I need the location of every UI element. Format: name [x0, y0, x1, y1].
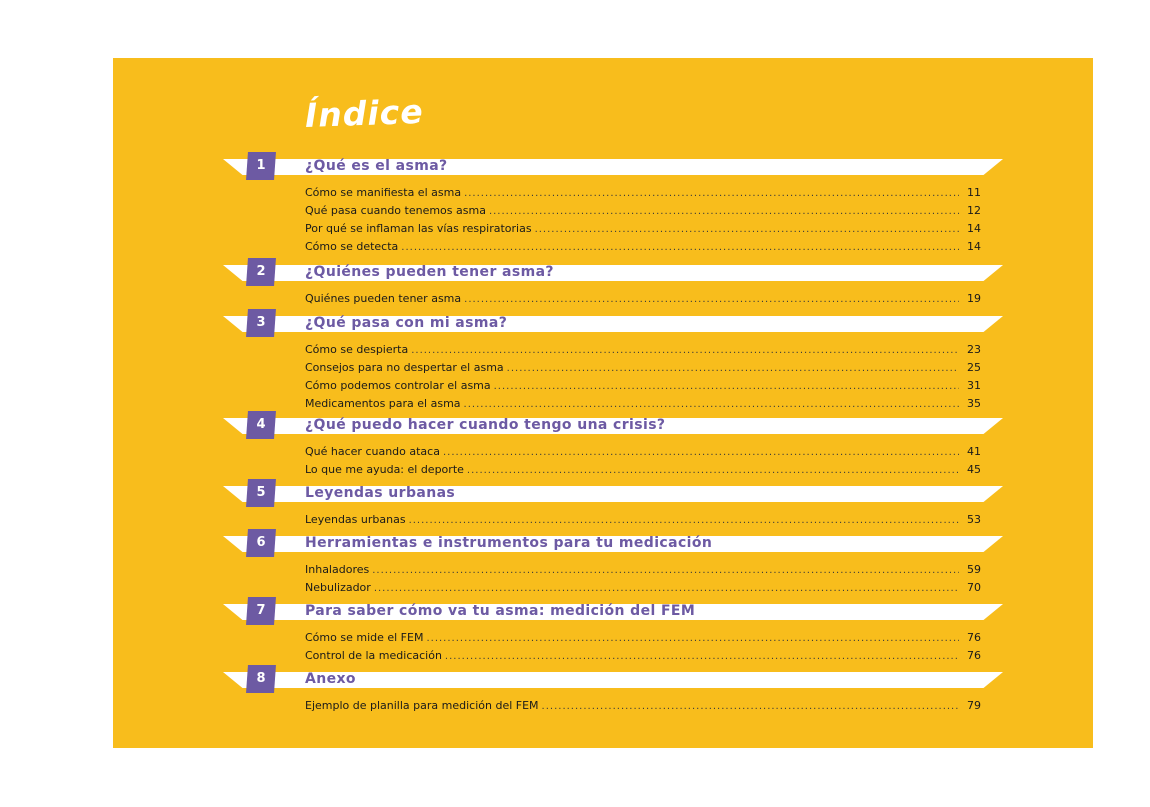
entry-page-number: 11 — [967, 186, 981, 199]
entry-page-number: 70 — [967, 581, 981, 594]
dot-leader — [489, 203, 959, 221]
dot-leader — [467, 462, 959, 480]
section-header — [113, 529, 1093, 557]
entry-list — [305, 511, 981, 529]
entry-label: Qué pasa cuando tenemos asma — [305, 204, 486, 217]
section-number: 3 — [256, 315, 266, 330]
section-title[interactable]: ¿Quiénes pueden tener asma? — [305, 264, 554, 280]
entry-page-number: 53 — [967, 513, 981, 526]
dot-leader — [372, 562, 959, 580]
dot-leader — [411, 342, 959, 360]
entry-label: Por qué se inflaman las vías respiratorias — [305, 222, 532, 235]
entry-list — [305, 341, 981, 413]
entry-label: Nebulizador — [305, 581, 371, 594]
dot-leader — [494, 378, 959, 396]
entry-page-number: 79 — [967, 699, 981, 712]
entry-page-number: 23 — [967, 343, 981, 356]
toc-entry[interactable] — [305, 184, 981, 202]
toc-entry[interactable] — [305, 629, 981, 647]
dot-leader — [507, 360, 959, 378]
section-title[interactable]: Para saber cómo va tu asma: medición del FEM — [305, 603, 696, 619]
entry-label: Ejemplo de planilla para medición del FEM — [305, 699, 539, 712]
toc-entry[interactable] — [305, 461, 981, 479]
toc-entry[interactable] — [305, 511, 981, 529]
entry-page-number: 19 — [967, 292, 981, 305]
section-header — [113, 665, 1093, 693]
section-title[interactable]: Anexo — [305, 671, 356, 687]
section-title[interactable]: ¿Qué es el asma? — [305, 158, 448, 174]
dot-leader — [542, 698, 959, 716]
section-header — [113, 479, 1093, 507]
entry-page-number: 76 — [967, 649, 981, 662]
entry-page-number: 35 — [967, 397, 981, 410]
entry-page-number: 76 — [967, 631, 981, 644]
dot-leader — [443, 444, 959, 462]
section-title[interactable]: Leyendas urbanas — [305, 485, 456, 501]
dot-leader — [464, 185, 959, 203]
toc-entry[interactable] — [305, 359, 981, 377]
section-header — [113, 597, 1093, 625]
entry-page-number: 14 — [967, 240, 981, 253]
section-title[interactable]: Herramientas e instrumentos para tu medicación — [305, 535, 713, 551]
toc-entry[interactable] — [305, 647, 981, 665]
section-number: 5 — [256, 485, 266, 500]
entry-label: Lo que me ayuda: el deporte — [305, 463, 464, 476]
entry-label: Cómo podemos controlar el asma — [305, 379, 491, 392]
toc-entry[interactable] — [305, 579, 981, 597]
entry-page-number: 14 — [967, 222, 981, 235]
page-title: Índice — [304, 91, 425, 135]
section-title[interactable]: ¿Qué pasa con mi asma? — [305, 315, 508, 331]
entry-label: Inhaladores — [305, 563, 370, 576]
toc-entry[interactable] — [305, 238, 981, 256]
dot-leader — [535, 221, 959, 239]
entry-page-number: 45 — [967, 463, 981, 476]
entry-page-number: 31 — [967, 379, 981, 392]
toc-entry[interactable] — [305, 290, 981, 308]
section-number: 8 — [256, 671, 266, 686]
entry-label: Cómo se mide el FEM — [305, 631, 424, 644]
toc-entry[interactable] — [305, 202, 981, 220]
section-title[interactable]: ¿Qué puedo hacer cuando tengo una crisis? — [305, 417, 666, 433]
toc-entry[interactable] — [305, 443, 981, 461]
entry-label: Medicamentos para el asma — [305, 397, 461, 410]
entry-label: Quiénes pueden tener asma — [305, 292, 462, 305]
entry-list — [305, 697, 981, 715]
section-header — [113, 309, 1093, 337]
section-number: 1 — [256, 158, 266, 173]
entry-label: Qué hacer cuando ataca — [305, 445, 440, 458]
section-header — [113, 152, 1093, 180]
entry-list — [305, 443, 981, 479]
section-number: 2 — [256, 264, 266, 279]
dot-leader — [401, 239, 959, 257]
entry-list — [305, 184, 981, 256]
section-number: 4 — [256, 417, 266, 432]
toc-entry[interactable] — [305, 561, 981, 579]
entry-label: Cómo se manifiesta el asma — [305, 186, 462, 199]
section-header — [113, 258, 1093, 286]
entry-list — [305, 561, 981, 597]
entry-label: Leyendas urbanas — [305, 513, 406, 526]
entry-page-number: 41 — [967, 445, 981, 458]
section-number: 6 — [256, 535, 266, 550]
section-header — [113, 411, 1093, 439]
entry-list — [305, 290, 981, 308]
entry-page-number: 12 — [967, 204, 981, 217]
toc-entry[interactable] — [305, 341, 981, 359]
entry-label: Cómo se despierta — [305, 343, 409, 356]
entry-list — [305, 629, 981, 665]
toc-entry[interactable] — [305, 377, 981, 395]
dot-leader — [374, 580, 959, 598]
dot-leader — [426, 630, 959, 648]
entry-label: Cómo se detecta — [305, 240, 399, 253]
toc-entry[interactable] — [305, 697, 981, 715]
entry-label: Consejos para no despertar el asma — [305, 361, 504, 374]
dot-leader — [409, 512, 959, 530]
dot-leader — [445, 648, 959, 666]
dot-leader — [464, 291, 959, 309]
toc-entry[interactable] — [305, 220, 981, 238]
index-page — [113, 58, 1093, 748]
entry-page-number: 59 — [967, 563, 981, 576]
section-number: 7 — [256, 603, 266, 618]
entry-label: Control de la medicación — [305, 649, 442, 662]
entry-page-number: 25 — [967, 361, 981, 374]
